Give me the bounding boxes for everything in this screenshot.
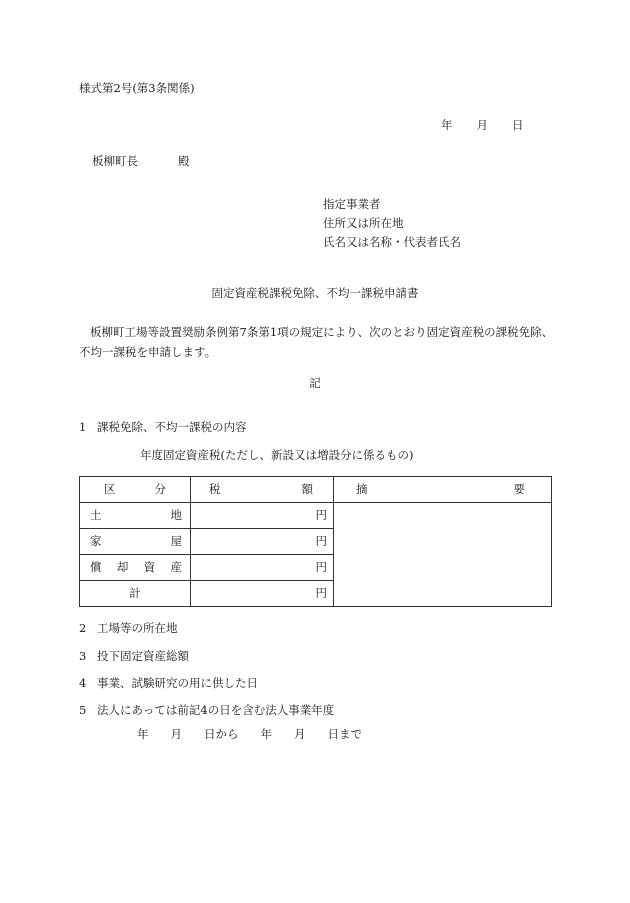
item-number: 1: [79, 420, 87, 434]
header-char: 摘: [356, 481, 368, 496]
item-number: 4: [79, 676, 87, 690]
applicant-label: 指定事業者: [323, 197, 381, 211]
item-text: 課税免除、不均一課税の内容: [97, 420, 247, 434]
item-2: [79, 623, 178, 635]
date-year: 年: [441, 118, 453, 132]
addressee-name: 板柳町長: [92, 154, 138, 168]
header-char: 税: [209, 481, 221, 496]
period-start-day: 日から: [204, 727, 239, 741]
form-number: 様式第2号(第3条関係): [79, 81, 195, 95]
item-text: 事業、試験研究の用に供した日: [97, 676, 258, 690]
period-start-month: 月: [170, 727, 182, 741]
item-number: 2: [79, 621, 87, 635]
item-1: [79, 422, 247, 434]
period-end-day: 日まで: [327, 727, 362, 741]
label-char: 家: [90, 533, 102, 548]
item-number: 5: [79, 703, 87, 717]
label-char: 資: [143, 559, 156, 574]
amount-cell[interactable]: 円: [191, 503, 334, 529]
date-month: 月: [476, 118, 488, 132]
header-char: 要: [513, 481, 525, 496]
header-char: 分: [154, 481, 166, 496]
document-title: 固定資産税課税免除、不均一課税申請書: [211, 286, 419, 300]
row-label-land: [80, 503, 191, 529]
date-line: [441, 120, 524, 132]
row-label-depreciable-assets: [80, 555, 191, 581]
date-day: 日: [512, 118, 524, 132]
label-char: 償: [90, 559, 102, 574]
amount-cell[interactable]: 円: [191, 581, 334, 607]
applicant-block: [323, 195, 461, 252]
remarks-cell[interactable]: [334, 503, 552, 607]
body-line-1: 板柳町工場等設置奨励条例第7条第1項の規定により、次のとおり固定資産税の課税免除、: [90, 325, 554, 339]
addressee: [92, 156, 190, 168]
period-start-year: 年: [137, 727, 149, 741]
item-text: 法人にあっては前記4の日を含む法人事業年度: [97, 703, 335, 717]
fiscal-period-line: [137, 729, 362, 741]
item-text: 投下固定資産総額: [97, 649, 189, 663]
header-char: 額: [301, 481, 313, 496]
header-char: 区: [104, 481, 116, 496]
table-row: [80, 503, 552, 529]
table-header-row: [80, 477, 552, 503]
applicant-address-label: 住所又は所在地: [323, 216, 404, 230]
row-label-building: [80, 529, 191, 555]
applicant-name-label: 氏名又は名称・代表者氏名: [323, 235, 461, 249]
label-char: 地: [170, 507, 182, 522]
item-5: [79, 705, 334, 717]
item-text: 工場等の所在地: [97, 621, 178, 635]
item-1-sub: 年度固定資産税(ただし、新設又は増設分に係るもの): [140, 448, 414, 462]
item-number: 3: [79, 649, 87, 663]
header-category: [80, 477, 191, 503]
amount-cell[interactable]: 円: [191, 529, 334, 555]
label-char: 屋: [170, 533, 182, 548]
label-char: 却: [116, 559, 129, 574]
header-amount: [191, 477, 334, 503]
body-line-2: 不均一課税を申請します。: [79, 345, 217, 359]
ki-heading: 記: [309, 376, 321, 390]
row-label-total: 計: [80, 581, 191, 607]
amount-cell[interactable]: 円: [191, 555, 334, 581]
honorific: 殿: [178, 154, 190, 168]
tax-table: [79, 476, 552, 607]
item-4: [79, 678, 258, 690]
item-3: [79, 651, 189, 663]
header-remarks: [334, 477, 552, 503]
label-char: 土: [90, 507, 102, 522]
label-char: 産: [170, 559, 182, 574]
period-end-month: 月: [294, 727, 306, 741]
body-text: [79, 322, 559, 362]
period-end-year: 年: [260, 727, 272, 741]
